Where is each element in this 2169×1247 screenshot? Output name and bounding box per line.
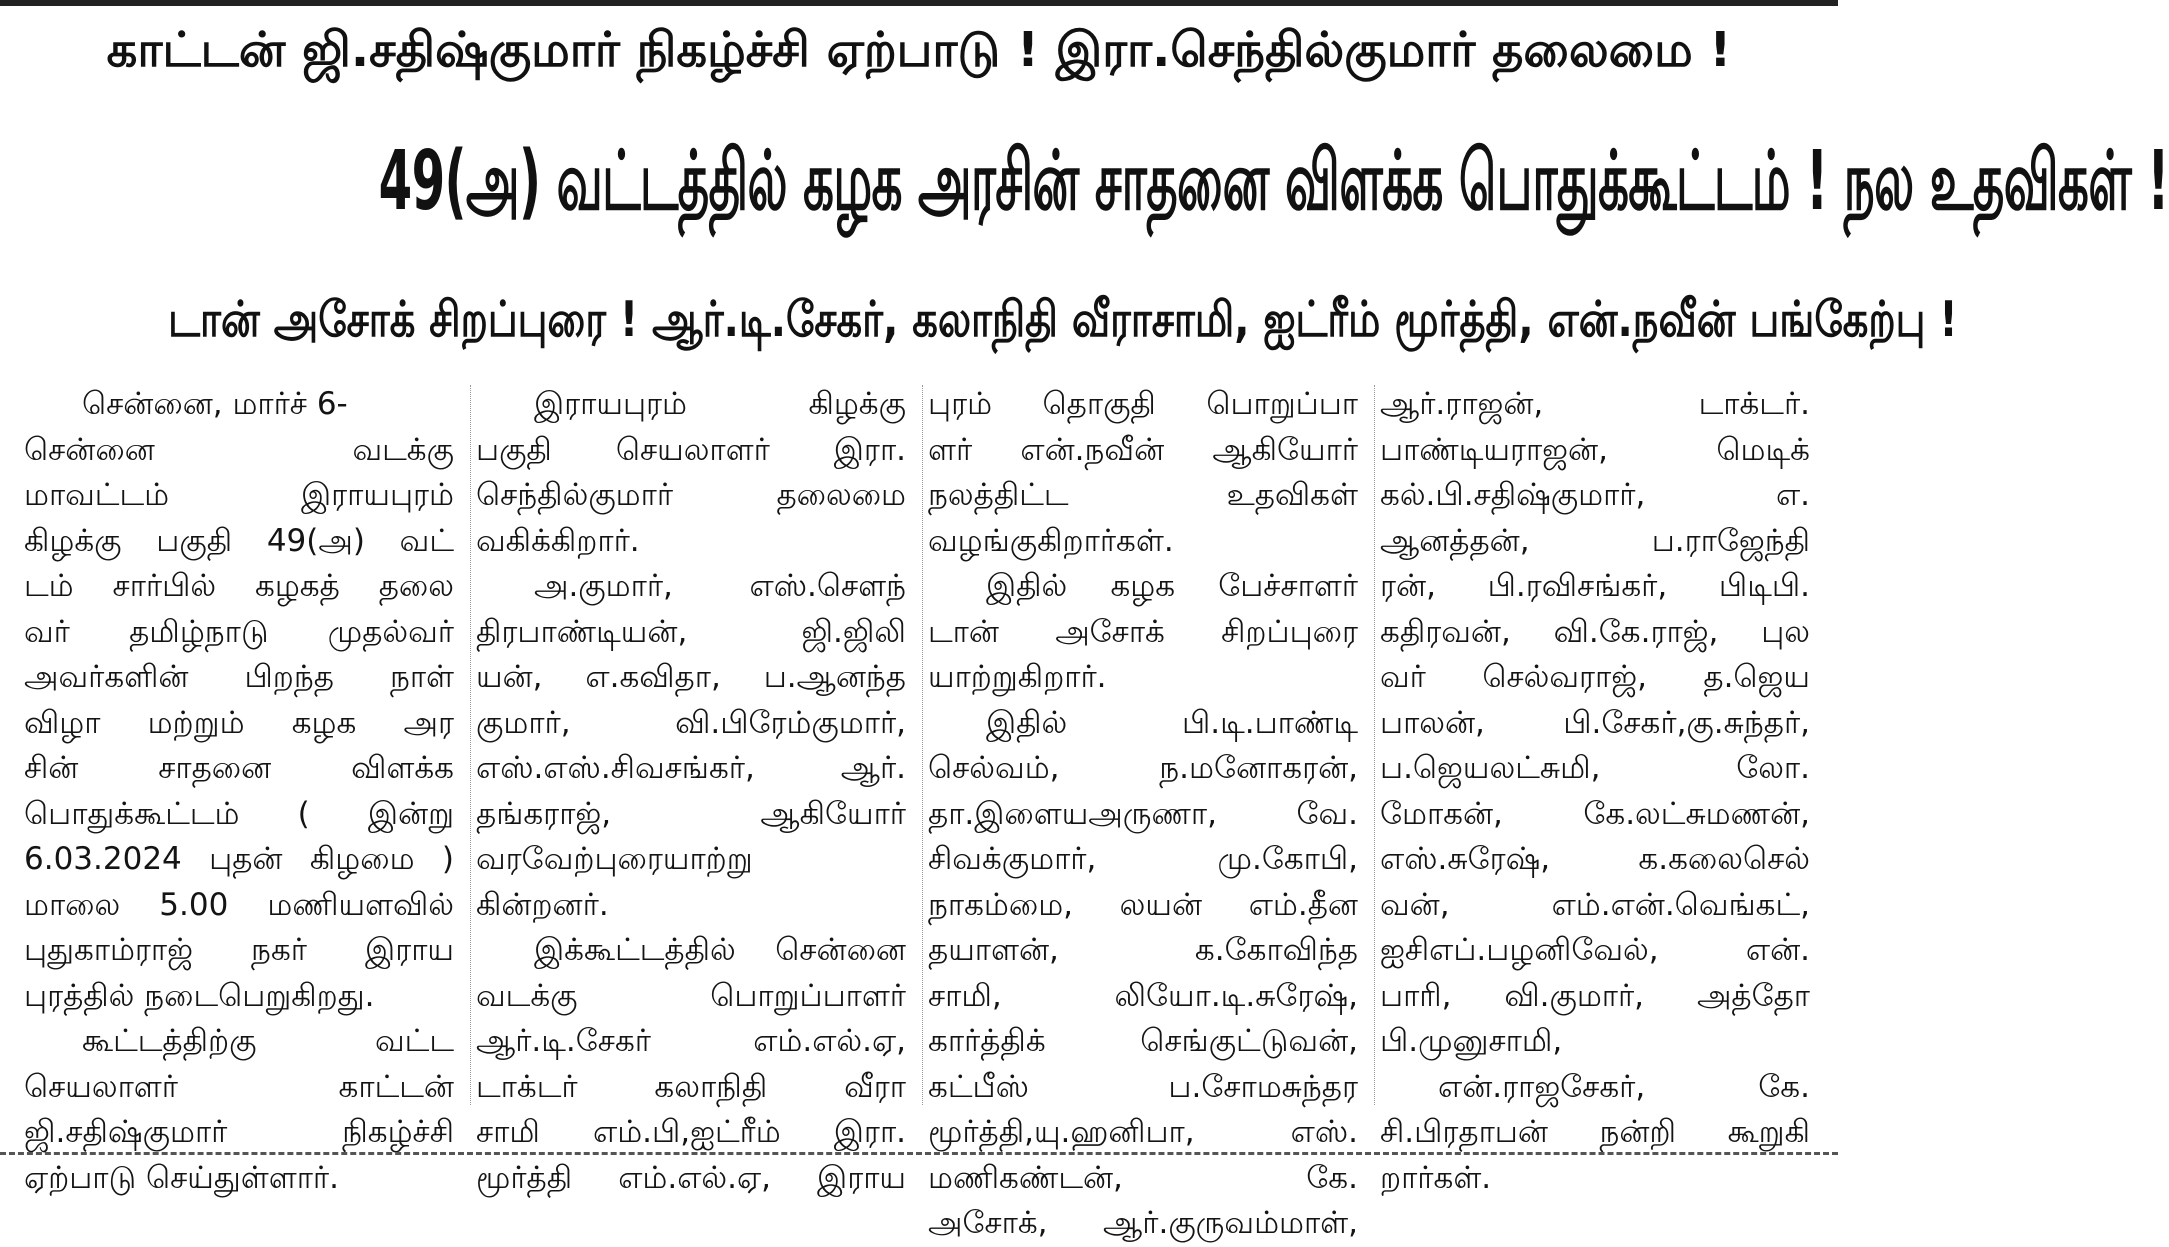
headline-main: 49(அ) வட்டத்தில் கழக அரசின் சாதனை விளக்க பொதுக்கூட்டம் ! நல உதவிகள் ! — [378, 134, 2169, 229]
article-line: சாமி எம்.பி,ஐட்ரீம் இரா. — [476, 1114, 906, 1150]
article-line: வழங்குகிறார்கள். — [928, 522, 1174, 559]
article-line: ளர் என்.நவீன் ஆகியோர் — [928, 431, 1358, 468]
article-line: மணிகண்டன், கே. — [928, 1159, 1358, 1196]
article-line: பாலன், பி.சேகர்,கு.சுந்தர், — [1380, 704, 1810, 741]
article-line: ஐசிஎப்.பழனிவேல், என். — [1380, 932, 1810, 968]
article-body — [24, 382, 1824, 1241]
article-line: பி.முனுசாமி, — [1380, 1023, 1563, 1059]
article-line: வன், எம்.என்.வெங்கட், — [1380, 886, 1810, 923]
top-border-rule — [0, 0, 1838, 6]
article-line: திரபாண்டியன், ஜி.ஜிலி — [476, 613, 906, 650]
article-line: அ.குமார், எஸ்.சௌந் — [534, 568, 906, 604]
article-line: வர் செல்வராஜ், த.ஜெய — [1380, 659, 1810, 695]
article-line: எஸ்.சுரேஷ், க.கலைசெல் — [1380, 841, 1810, 877]
article-line: கார்த்திக் செங்குட்டுவன், — [928, 1023, 1358, 1059]
article-line: மூர்த்தி,யு.ஹனிபா, எஸ். — [928, 1114, 1358, 1150]
article-line: டம் சார்பில் கழகத் தலை — [24, 568, 454, 604]
article-column-3 — [928, 382, 1358, 1241]
article-line: என்.ராஜசேகர், கே. — [1438, 1068, 1810, 1105]
article-line: ப.ஜெயலட்சுமி, லோ. — [1380, 750, 1810, 786]
article-line: நலத்திட்ட உதவிகள் — [928, 477, 1358, 513]
article-column-4 — [1380, 382, 1810, 1196]
article-line: இக்கூட்டத்தில் சென்னை — [534, 932, 906, 968]
article-line: விழா மற்றும் கழக அர — [24, 704, 454, 741]
article-line: செந்தில்குமார் தலைமை — [476, 477, 906, 513]
headline-kicker: காட்டன் ஜி.சதிஷ்குமார் நிகழ்ச்சி ஏற்பாடு ! இரா.செந்தில்குமார் தலைமை ! — [106, 22, 1732, 78]
article-column-2 — [476, 382, 906, 1196]
article-line: ஆனத்தன், ப.ராஜேந்தி — [1380, 522, 1810, 559]
article-line: சாமி, லியோ.டி.சுரேஷ், — [928, 977, 1358, 1014]
article-line: சென்னை, மார்ச் 6- — [82, 386, 348, 422]
article-line: புதுகாம்ராஜ் நகர் இராய — [24, 932, 454, 968]
article-line: மாலை 5.00 மணியளவில் — [24, 886, 454, 923]
article-line: மூர்த்தி எம்.எல்.ஏ, இராய — [476, 1159, 906, 1196]
article-line: மாவட்டம் இராயபுரம் — [24, 477, 454, 513]
article-line: சின் சாதனை விளக்க — [24, 750, 454, 786]
article-line: தயாளன், க.கோவிந்த — [928, 932, 1358, 968]
article-line: ஜி.சதிஷ்குமார் நிகழ்ச்சி — [24, 1114, 454, 1150]
bottom-dashed-rule — [0, 1152, 1838, 1155]
article-line: எஸ்.எஸ்.சிவசங்கர், ஆர். — [476, 750, 906, 786]
article-line: பொதுக்கூட்டம் ( இன்று — [24, 795, 454, 832]
article-line: சி.பிரதாபன் நன்றி கூறுகி — [1380, 1114, 1810, 1150]
article-line: சிவக்குமார், மு.கோபி, — [928, 841, 1358, 877]
article-line: கின்றனர். — [476, 886, 609, 923]
headline-deck: டான் அசோக் சிறப்புரை ! ஆர்.டி.சேகர், கலாநிதி வீராசாமி, ஐட்ரீம் மூர்த்தி, என்.நவீன் பங்கேற்பு ! — [168, 291, 1958, 348]
article-line: பகுதி செயலாளர் இரா. — [476, 431, 906, 468]
article-line: ரன், பி.ரவிசங்கர், பிடிபி. — [1380, 568, 1810, 604]
article-line: மோகன், கே.லட்சுமணன், — [1380, 795, 1810, 832]
article-line: தா.இளையஅருணா, வே. — [928, 795, 1358, 832]
article-line: புரத்தில் நடைபெறுகிறது. — [24, 977, 375, 1014]
article-line: கூட்டத்திற்கு வட்ட — [82, 1023, 454, 1059]
article-line: குமார், வி.பிரேம்குமார், — [476, 704, 906, 741]
article-column-1 — [24, 382, 454, 1196]
article-line: வடக்கு பொறுப்பாளர் — [476, 977, 906, 1014]
article-line: பாரி, வி.குமார், அத்தோ — [1380, 977, 1810, 1014]
article-line: சென்னை வடக்கு — [24, 431, 454, 468]
article-line: யாற்றுகிறார். — [928, 659, 1107, 695]
article-line: கட்பீஸ் ப.சோமசுந்தர — [928, 1068, 1358, 1105]
article-line: பாண்டியராஜன், மெடிக் — [1380, 431, 1810, 468]
article-line: டான் அசோக் சிறப்புரை — [928, 613, 1358, 650]
article-line: ஆர்.டி.சேகர் எம்.எல்.ஏ, — [476, 1023, 906, 1059]
article-line: அவர்களின் பிறந்த நாள் — [24, 659, 454, 695]
article-line: றார்கள். — [1380, 1159, 1492, 1196]
article-line: வரவேற்புரையாற்று — [476, 841, 753, 877]
article-line: இதில் பி.டி.பாண்டி — [986, 704, 1358, 741]
article-line: ஏற்பாடு செய்துள்ளார். — [24, 1159, 339, 1196]
article-line: இராயபுரம் கிழக்கு — [534, 386, 906, 422]
article-line: வர் தமிழ்நாடு முதல்வர் — [24, 613, 454, 650]
article-line: செல்வம், ந.மனோகரன், — [928, 750, 1358, 786]
article-line: கதிரவன், வி.கே.ராஜ், புல — [1380, 613, 1810, 650]
article-line: கிழக்கு பகுதி 49(அ) வட் — [24, 522, 454, 559]
article-line: செயலாளர் காட்டன் — [24, 1068, 454, 1105]
article-line: கல்.பி.சதிஷ்குமார், எ. — [1380, 477, 1810, 513]
article-line: 6.03.2024 புதன் கிழமை ) — [24, 841, 454, 877]
article-line: அசோக், ஆர்.குருவம்மாள், — [928, 1205, 1358, 1241]
article-line: நாகம்மை, லயன் எம்.தீன — [928, 886, 1358, 923]
article-line: வகிக்கிறார். — [476, 522, 640, 559]
article-line: டாக்டர் கலாநிதி வீரா — [476, 1068, 906, 1105]
article-line: யன், எ.கவிதா, ப.ஆனந்த — [476, 659, 906, 695]
article-line: தங்கராஜ், ஆகியோர் — [476, 795, 906, 832]
article-line: இதில் கழக பேச்சாளர் — [986, 568, 1358, 604]
article-line: புரம் தொகுதி பொறுப்பா — [928, 386, 1358, 422]
article-line: ஆர்.ராஜன், டாக்டர். — [1380, 386, 1810, 422]
